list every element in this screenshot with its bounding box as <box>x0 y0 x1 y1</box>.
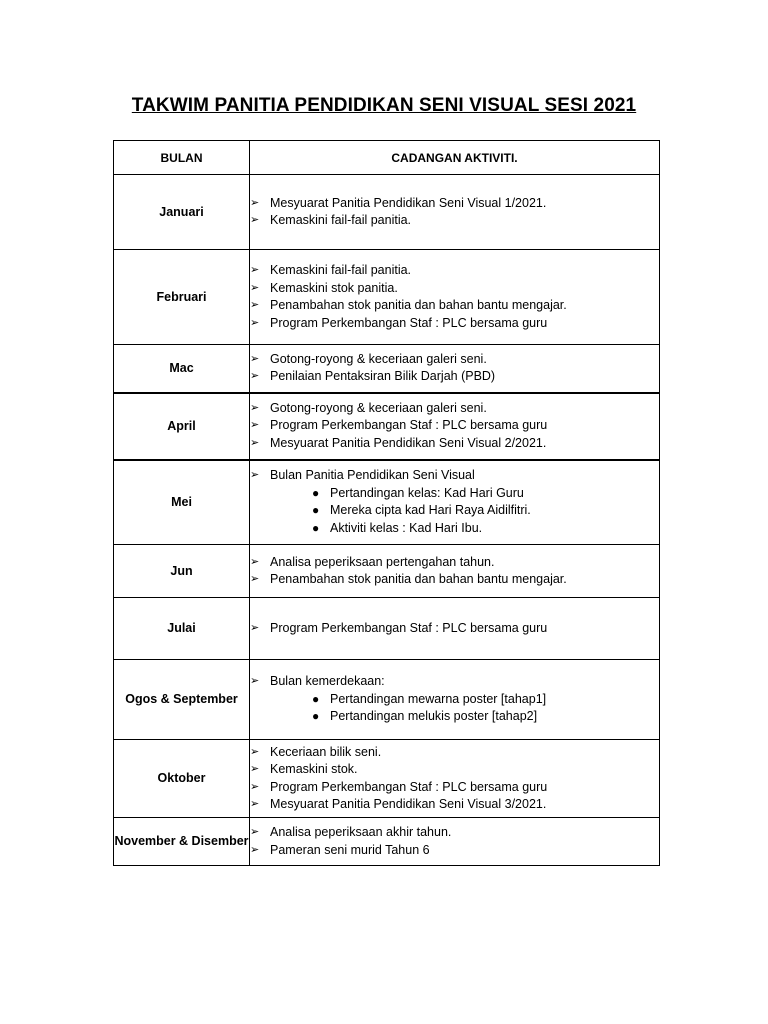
arrowhead-bullet-icon: ➢ <box>250 316 260 329</box>
activity-item <box>250 262 659 280</box>
round-bullet-icon: ● <box>312 503 320 518</box>
sub-activity-text: Pertandingan mewarna poster [tahap1] <box>330 691 547 706</box>
activity-item <box>250 842 659 860</box>
round-bullet-icon: ● <box>312 485 320 500</box>
activity-list <box>250 262 659 332</box>
activity-text: Kemaskini stok. <box>270 762 358 776</box>
activities-cell <box>250 393 660 460</box>
activity-text: Mesyuarat Panitia Pendidikan Seni Visual 3/2021. <box>270 797 547 811</box>
activity-list <box>250 554 659 589</box>
activity-text: Program Perkembangan Staf : PLC bersama guru <box>270 620 548 635</box>
activity-item <box>250 620 659 638</box>
arrowhead-bullet-icon: ➢ <box>250 826 260 838</box>
round-bullet-icon: ● <box>312 709 320 724</box>
sub-activity-text: Pertandingan kelas: Kad Hari Guru <box>330 485 524 500</box>
header-activity: CADANGAN AKTIVITI. <box>250 141 660 175</box>
activity-list <box>250 351 659 386</box>
arrowhead-bullet-icon: ➢ <box>250 264 260 276</box>
activity-calendar-table <box>113 140 660 866</box>
activity-text: Program Perkembangan Staf : PLC bersama guru <box>270 315 548 330</box>
arrowhead-bullet-icon: ➢ <box>250 843 260 856</box>
activities-cell <box>250 740 660 818</box>
table-row <box>114 460 660 545</box>
activity-text: Penilaian Pentaksiran Bilik Darjah (PBD) <box>270 369 496 384</box>
arrowhead-bullet-icon: ➢ <box>250 419 260 432</box>
month-cell: November & Disember <box>114 818 250 866</box>
activity-item <box>250 673 659 726</box>
activity-item <box>250 417 659 435</box>
sub-activity-text: Pertandingan melukis poster [tahap2] <box>330 709 538 724</box>
month-cell: Jun <box>114 545 250 598</box>
arrowhead-bullet-icon: ➢ <box>250 573 260 585</box>
month-cell: Julai <box>114 598 250 660</box>
activity-text: Analisa peperiksaan akhir tahun. <box>270 825 452 839</box>
activity-item <box>250 315 659 333</box>
arrowhead-bullet-icon: ➢ <box>250 401 260 414</box>
activity-list <box>250 744 659 814</box>
activities-cell <box>250 460 660 545</box>
table-row <box>114 660 660 740</box>
document-title: TAKWIM PANITIA PENDIDIKAN SENI VISUAL SESI 2021 <box>131 95 637 116</box>
table-header-row <box>114 141 660 175</box>
activity-text: Pameran seni murid Tahun 6 <box>270 842 430 857</box>
sub-activity-item <box>312 520 659 538</box>
arrowhead-bullet-icon: ➢ <box>250 196 260 209</box>
sub-activity-item <box>312 691 659 709</box>
arrowhead-bullet-icon: ➢ <box>250 555 260 568</box>
activities-cell <box>250 545 660 598</box>
sub-activity-item <box>312 502 659 520</box>
activity-item <box>250 280 659 298</box>
activities-cell <box>250 598 660 660</box>
arrowhead-bullet-icon: ➢ <box>250 370 260 383</box>
activity-item <box>250 467 659 537</box>
arrowhead-bullet-icon: ➢ <box>250 214 260 226</box>
sub-activity-text: Mereka cipta kad Hari Raya Aidilfitri. <box>330 503 531 518</box>
sub-activity-item <box>312 485 659 503</box>
arrowhead-bullet-icon: ➢ <box>250 352 260 365</box>
month-cell: Mei <box>114 460 250 545</box>
table-row <box>114 175 660 250</box>
activities-cell <box>250 660 660 740</box>
arrowhead-bullet-icon: ➢ <box>250 798 260 810</box>
activity-item <box>250 744 659 762</box>
sub-activity-item <box>312 708 659 726</box>
month-cell: Januari <box>114 175 250 250</box>
activity-list <box>250 400 659 453</box>
round-bullet-icon: ● <box>312 520 320 535</box>
month-cell: April <box>114 393 250 460</box>
activity-item <box>250 368 659 386</box>
month-cell: Februari <box>114 250 250 345</box>
arrowhead-bullet-icon: ➢ <box>250 675 260 688</box>
activity-item <box>250 554 659 572</box>
table-row <box>114 818 660 866</box>
header-month: BULAN <box>114 141 250 175</box>
activity-item <box>250 195 659 213</box>
table-row <box>114 598 660 660</box>
arrowhead-bullet-icon: ➢ <box>250 281 260 294</box>
arrowhead-bullet-icon: ➢ <box>250 436 260 449</box>
table-row <box>114 545 660 598</box>
activity-item <box>250 571 659 589</box>
month-cell: Ogos & September <box>114 660 250 740</box>
activity-text: Kemaskini fail-fail panitia. <box>270 213 412 227</box>
arrowhead-bullet-icon: ➢ <box>250 299 260 311</box>
activity-list <box>250 824 659 859</box>
activity-text: Gotong-royong & keceriaan galeri seni. <box>270 400 487 415</box>
sub-activity-list <box>270 691 659 726</box>
activity-item <box>250 435 659 453</box>
arrowhead-bullet-icon: ➢ <box>250 745 260 758</box>
activity-text: Analisa peperiksaan pertengahan tahun. <box>270 554 495 569</box>
activity-list <box>250 467 659 537</box>
activity-list <box>250 195 659 230</box>
table-row <box>114 250 660 345</box>
table-row <box>114 393 660 460</box>
activity-item <box>250 824 659 842</box>
activity-list <box>250 673 659 726</box>
activity-text: Mesyuarat Panitia Pendidikan Seni Visual 1/2021. <box>270 195 547 210</box>
sub-activity-text: Aktiviti kelas : Kad Hari Ibu. <box>330 520 483 535</box>
activities-cell <box>250 250 660 345</box>
month-cell: Mac <box>114 345 250 393</box>
activity-text: Bulan kemerdekaan: <box>270 674 385 689</box>
sub-activity-list <box>270 485 659 538</box>
activity-item <box>250 400 659 418</box>
activity-text: Gotong-royong & keceriaan galeri seni. <box>270 351 487 366</box>
activity-text: Penambahan stok panitia dan bahan bantu mengajar. <box>270 298 567 312</box>
arrowhead-bullet-icon: ➢ <box>250 780 260 793</box>
arrowhead-bullet-icon: ➢ <box>250 469 260 482</box>
activity-text: Program Perkembangan Staf : PLC bersama guru <box>270 779 548 794</box>
round-bullet-icon: ● <box>312 691 320 706</box>
table-row <box>114 740 660 818</box>
activity-text: Bulan Panitia Pendidikan Seni Visual <box>270 468 475 483</box>
arrowhead-bullet-icon: ➢ <box>250 621 260 634</box>
activity-item <box>250 351 659 369</box>
activity-item <box>250 297 659 315</box>
activity-text: Penambahan stok panitia dan bahan bantu mengajar. <box>270 572 567 586</box>
activity-text: Mesyuarat Panitia Pendidikan Seni Visual 2/2021. <box>270 435 547 450</box>
month-cell: Oktober <box>114 740 250 818</box>
activity-text: Keceriaan bilik seni. <box>270 744 382 759</box>
activities-cell <box>250 818 660 866</box>
activity-item <box>250 796 659 814</box>
activities-cell <box>250 345 660 393</box>
activity-text: Kemaskini stok panitia. <box>270 280 398 295</box>
activities-cell <box>250 175 660 250</box>
activity-item <box>250 779 659 797</box>
arrowhead-bullet-icon: ➢ <box>250 763 260 775</box>
activity-list <box>250 620 659 638</box>
activity-item <box>250 761 659 779</box>
activity-text: Program Perkembangan Staf : PLC bersama guru <box>270 418 548 433</box>
activity-item <box>250 212 659 230</box>
table-row <box>114 345 660 393</box>
activity-text: Kemaskini fail-fail panitia. <box>270 263 412 277</box>
